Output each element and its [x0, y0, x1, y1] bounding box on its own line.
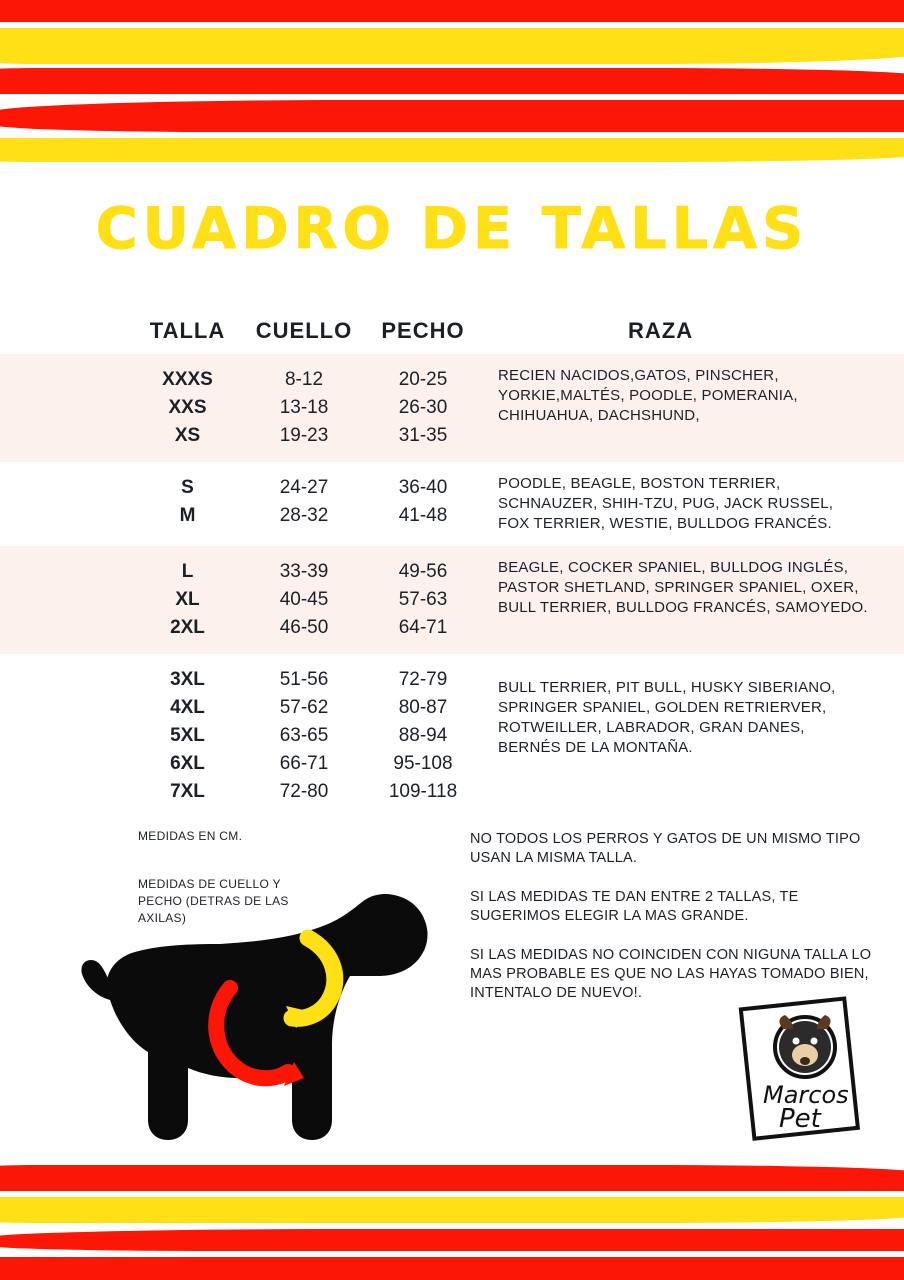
table-cell: 33-39 [279, 561, 329, 582]
table-row-group [0, 654, 904, 818]
top-stripe-decoration [0, 0, 904, 175]
marcos-pet-logo-icon [735, 995, 875, 1150]
breed-list [483, 666, 904, 758]
table-cell: 7XL [170, 781, 205, 802]
table-cell: L [181, 561, 194, 582]
logo-line-1: Marcos [763, 1081, 849, 1109]
table-cell: 28-32 [279, 505, 329, 526]
breed-line: YORKIE,MALTÉS, POODLE, POMERANIA, [498, 387, 798, 404]
table-cell: 13-18 [279, 397, 329, 418]
size-cells [130, 366, 483, 450]
breed-line: BEAGLE, COCKER SPANIEL, BULLDOG INGLÉS, [498, 559, 849, 576]
table-cell: 72-80 [279, 781, 329, 802]
table-cell: 5XL [170, 725, 205, 746]
cuello-column [245, 366, 363, 450]
breed-line: RECIEN NACIDOS,GATOS, PINSCHER, [498, 367, 779, 384]
pecho-column [363, 474, 483, 530]
breed-line: POODLE, BEAGLE, BOSTON TERRIER, [498, 475, 781, 492]
table-cell: 63-65 [279, 725, 329, 746]
breed-line: BULL TERRIER, BULLDOG FRANCÉS, SAMOYEDO. [498, 599, 868, 616]
table-cell: 40-45 [279, 589, 329, 610]
table-cell: 4XL [170, 697, 205, 718]
note-measure-hint: MEDIDAS DE CUELLO Y PECHO (DETRAS DE LAS AXILAS) [138, 877, 289, 925]
breed-line: CHIHUAHUA, DACHSHUND, [498, 407, 700, 424]
note-paragraph: NO TODOS LOS PERROS Y GATOS DE UN MISMO TIPO USAN LA MISMA TALLA. [470, 831, 861, 866]
logo-line-2: Pet [779, 1104, 821, 1134]
table-cell: 24-27 [279, 477, 329, 498]
header-cuello: CUELLO [255, 318, 353, 343]
note-paragraph: SI LAS MEDIDAS TE DAN ENTRE 2 TALLAS, TE SUGERIMOS ELEGIR LA MAS GRANDE. [470, 889, 799, 924]
stripe-red-6 [0, 1257, 904, 1280]
bottom-stripe-decoration [0, 1165, 904, 1280]
table-cell: 49-56 [398, 561, 448, 582]
table-cell: 95-108 [393, 753, 453, 774]
table-cell: 36-40 [398, 477, 448, 498]
breed-line: SCHNAUZER, SHIH-TZU, PUG, JACK RUSSEL, [498, 495, 834, 512]
size-cells [130, 666, 483, 806]
stripe-yellow-1 [0, 28, 904, 64]
size-cells [130, 558, 483, 642]
stripe-red-3 [0, 100, 904, 132]
table-cell: 66-71 [279, 753, 329, 774]
dog-silhouette-icon [80, 880, 460, 1170]
table-row-group [0, 354, 904, 462]
pecho-column [363, 666, 483, 806]
table-cell: 80-87 [398, 697, 448, 718]
table-row-group [0, 546, 904, 654]
pecho-column [363, 366, 483, 450]
page-title: CUADRO DE TALLAS [95, 196, 809, 262]
note-units: MEDIDAS EN CM. [138, 829, 243, 843]
size-table [0, 318, 904, 818]
breed-line: BULL TERRIER, PIT BULL, HUSKY SIBERIANO, [498, 679, 836, 696]
table-cell: 8-12 [284, 369, 324, 390]
table-cell: 88-94 [398, 725, 448, 746]
header-talla: TALLA [149, 318, 226, 343]
table-row-group [0, 462, 904, 546]
table-cell: XS [174, 425, 201, 446]
cuello-column [245, 474, 363, 530]
breed-list [483, 558, 904, 618]
header-raza: RAZA [628, 318, 694, 343]
talla-column [130, 366, 245, 450]
breed-list [483, 474, 904, 534]
table-cell: 57-62 [279, 697, 329, 718]
table-cell: 26-30 [398, 397, 448, 418]
breed-line: PASTOR SHETLAND, SPRINGER SPANIEL, OXER, [498, 579, 859, 596]
stripe-red-5 [0, 1229, 904, 1251]
note-paragraph: SI LAS MEDIDAS NO COINCIDEN CON NIGUNA TALLA LO MAS PROBABLE ES QUE NO LAS HAYAS TOMADO BIEN, INTENTALO DE NUEVO!. [470, 947, 872, 1001]
table-cell: 109-118 [388, 781, 458, 802]
table-cell: 6XL [170, 753, 205, 774]
table-cell: 19-23 [279, 425, 329, 446]
table-cell: 41-48 [398, 505, 448, 526]
table-cell: 3XL [170, 669, 205, 690]
dog-illustration [80, 880, 460, 1170]
table-cell: S [181, 477, 194, 498]
breed-line: BERNÉS DE LA MONTAÑA. [498, 739, 693, 756]
talla-column [130, 474, 245, 530]
table-cell: 57-63 [398, 589, 448, 610]
header-pecho: PECHO [381, 318, 465, 343]
size-cells [130, 474, 483, 530]
breed-line: ROTWEILLER, LABRADOR, GRAN DANES, [498, 719, 805, 736]
table-header-row [0, 318, 904, 354]
stripe-yellow-3 [0, 1197, 904, 1223]
brand-logo [735, 995, 875, 1150]
stripe-red-4 [0, 1165, 904, 1191]
cuello-column [245, 558, 363, 642]
table-cell: 46-50 [279, 617, 329, 638]
table-cell: XXS [168, 397, 207, 418]
breed-line: SPRINGER SPANIEL, GOLDEN RETRIERVER, [498, 699, 827, 716]
table-cell: 2XL [170, 617, 205, 638]
breed-list [483, 366, 904, 426]
table-cell: XXXS [162, 369, 213, 390]
stripe-red-2 [0, 68, 904, 94]
table-cell: 64-71 [398, 617, 448, 638]
stripe-yellow-2 [0, 138, 904, 162]
cuello-column [245, 666, 363, 806]
talla-column [130, 558, 245, 642]
table-cell: 51-56 [279, 669, 329, 690]
breed-line: FOX TERRIER, WESTIE, BULLDOG FRANCÉS. [498, 515, 832, 532]
table-cell: M [179, 505, 196, 526]
stripe-red-1 [0, 0, 904, 22]
pecho-column [363, 558, 483, 642]
table-cell: XL [175, 589, 200, 610]
talla-column [130, 666, 245, 806]
table-cell: 20-25 [398, 369, 448, 390]
table-cell: 72-79 [398, 669, 448, 690]
table-cell: 31-35 [398, 425, 448, 446]
